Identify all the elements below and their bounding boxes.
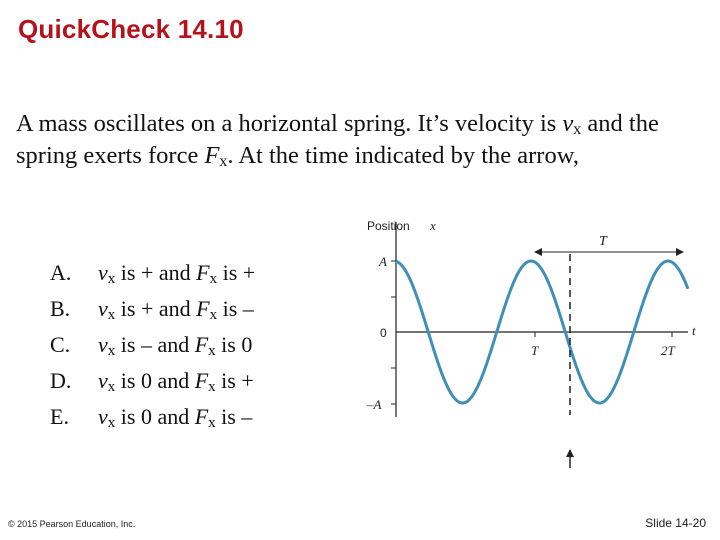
choice-f-sub: x [209,271,218,287]
choice-v: v [98,368,108,393]
choice-end: is – [217,296,254,321]
choice-a[interactable] [50,259,255,295]
label-neg-a: –A [367,397,382,412]
choice-c[interactable] [50,331,255,367]
choice-v: v [98,404,108,429]
period-label: T [599,234,607,249]
choice-v: v [98,296,108,321]
choice-f: F [194,404,209,429]
label-a: A [379,254,387,269]
choice-v-sub: x [107,307,116,323]
choice-mid: is – and [115,332,195,357]
choice-letter: D. [50,368,72,393]
choice-d[interactable] [50,367,255,403]
choice-v: v [98,332,108,357]
slide-number: Slide 14-20 [645,516,706,530]
label-zero: 0 [380,326,387,340]
choice-f-sub: x [208,343,216,359]
choice-v-sub: x [107,271,116,287]
choice-end: is + [215,368,254,393]
force-subscript: x [219,153,228,170]
choice-mid: is 0 and [115,404,195,429]
choice-f: F [194,368,209,393]
answer-choices [50,259,255,439]
choice-f: F [194,332,209,357]
force-symbol: F [204,142,220,169]
choice-letter: A. [50,260,72,285]
choice-v: v [98,260,108,285]
question-part-1: A mass oscillates on a horizontal spring. It’s velocity is [16,110,563,137]
question-part-3: . At the time indicated by the arrow, [227,142,579,169]
position-time-graph [355,210,705,472]
label-2t-tick: 2T [661,343,675,358]
choice-end: is – [215,404,253,429]
choice-v-sub: x [107,415,116,431]
choice-end: is 0 [215,332,253,357]
slide-title: QuickCheck 14.10 [18,14,244,44]
choice-v-sub: x [107,379,116,395]
t-axis-label: t [692,323,696,338]
choice-b[interactable] [50,295,255,331]
choice-v-sub: x [107,343,116,359]
y-axis-variable: x [430,218,436,233]
choice-e[interactable] [50,403,255,439]
label-t-tick: T [531,343,539,358]
question-text [16,108,706,172]
choice-end: is + [217,260,256,285]
velocity-symbol: v [562,110,574,137]
choice-mid: is + and [115,260,197,285]
choice-mid: is 0 and [115,368,195,393]
choice-f-sub: x [208,379,216,395]
copyright-text: © 2015 Pearson Education, Inc. [8,519,136,529]
choice-f-sub: x [208,415,216,431]
choice-letter: E. [50,404,69,429]
velocity-subscript: x [573,121,582,138]
choice-letter: C. [50,332,71,357]
choice-mid: is + and [115,296,197,321]
question-part-2: and the spring exerts force [16,110,659,169]
choice-f-sub: x [209,307,218,323]
choice-f: F [196,296,210,321]
y-axis-title: Position [367,219,410,233]
choice-f: F [196,260,210,285]
choice-letter: B. [50,296,71,321]
